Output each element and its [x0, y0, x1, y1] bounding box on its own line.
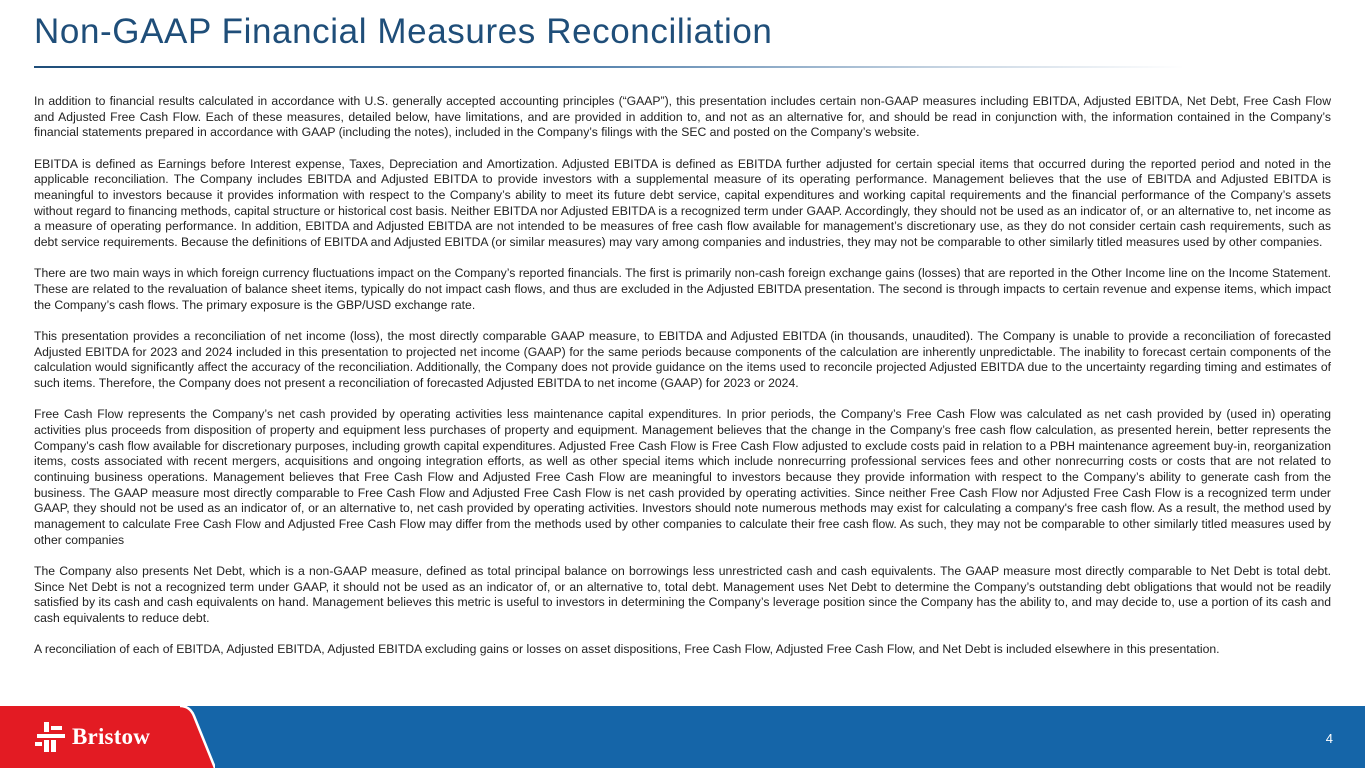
footer-bar: [0, 706, 1365, 768]
paragraph-free-cash-flow: Free Cash Flow represents the Company’s net cash provided by operating activities less maintenance capital expenditures. In prior periods, the Company’s Free Cash Flow was calculated as net cash provided by (used in) operating activities plus proceeds from disposition of property and equipment less purchases of property and equipment. Management believes that the change in the Company’s free cash flow calculation, as presented herein, better represents the Company’s cash flow available for discretionary purposes, including growth capital expenditures. Adjusted Free Cash Flow is Free Cash Flow adjusted to exclude costs paid in relation to a PBH maintenance agreement buy-in, reorganization items, costs associated with recent mergers, acquisitions and ongoing integration efforts, as well as other special items which include nonrecurring professional services fees and other nonrecurring costs or costs that are not related to continuing business operations. Management believes that Free Cash Flow and Adjusted Free Cash Flow are meaningful to investors because they provide information with respect to the Company’s ability to generate cash from the business. The GAAP measure most directly comparable to Free Cash Flow and Adjusted Free Cash Flow is net cash provided by operating activities. Since neither Free Cash Flow nor Adjusted Free Cash Flow is a recognized term under GAAP, they should not be used as an indicator of, or an alternative to, net cash provided by operating activities. Investors should note numerous methods may exist for calculating a company's free cash flow. As a result, the method used by management to calculate Free Cash Flow and Adjusted Free Cash Flow may differ from the methods used by other companies to calculate their free cash flow. As such, they may not be comparable to other similarly titled measures used by other companies: [34, 407, 1331, 547]
brand-name: Bristow: [72, 724, 151, 749]
bristow-logo: [34, 720, 150, 754]
paragraph-foreign-currency: There are two main ways in which foreign currency fluctuations impact on the Company’s reported financials. The first is primarily non-cash foreign exchange gains (losses) that are reported in the Other Income line on the Income Statement. These are related to the revaluation of balance sheet items, typically do not impact cash flows, and thus are excluded in the Adjusted EBITDA presentation. The second is through impacts to certain revenue and expense items, which impact the Company’s cash flows. The primary exposure is the GBP/USD exchange rate.: [34, 266, 1331, 312]
slide-title: Non-GAAP Financial Measures Reconciliation: [34, 12, 773, 51]
body-text: [34, 94, 1331, 674]
paragraph-net-debt: The Company also presents Net Debt, which is a non-GAAP measure, defined as total principal balance on borrowings less unrestricted cash and cash equivalents. The GAAP measure most directly comparable to Net Debt is total debt. Since Net Debt is not a recognized term under GAAP, it should not be used as an indicator of, or an alternative to, total debt. Management uses Net Debt to determine the Company’s outstanding debt obligations that would not be readily satisfied by its cash and cash equivalents on hand. Management believes this metric is useful to investors in determining the Company’s leverage position since the Company has the ability to, and may decide to, use a portion of its cash and cash equivalents to reduce debt.: [34, 564, 1331, 626]
paragraph-summary: A reconciliation of each of EBITDA, Adjusted EBITDA, Adjusted EBITDA excluding gains or losses on asset dispositions, Free Cash Flow, Adjusted Free Cash Flow, and Net Debt is included elsewhere in this presentation.: [34, 642, 1220, 657]
paragraph-ebitda: EBITDA is defined as Earnings before Interest expense, Taxes, Depreciation and Amortization. Adjusted EBITDA is defined as EBITDA further adjusted for certain special items that occurred during the reported period and noted in the applicable reconciliation. The Company includes EBITDA and Adjusted EBITDA to provide investors with a supplemental measure of its operating performance. Management believes that the use of EBITDA and Adjusted EBITDA is meaningful to investors because it provides information with respect to the Company’s ability to meet its future debt service, capital expenditures and working capital requirements and the financial performance of the Company’s assets without regard to financing methods, capital structure or historical cost basis. Neither EBITDA nor Adjusted EBITDA is a recognized term under GAAP. Accordingly, they should not be used as an indicator of, or an alternative to, net income as a measure of operating performance. In addition, EBITDA and Adjusted EBITDA are not intended to be measures of free cash flow available for management’s discretionary use, as they do not consider certain cash requirements, such as debt service requirements. Because the definitions of EBITDA and Adjusted EBITDA (or similar measures) may vary among companies and industries, they may not be comparable to other similarly titled measures used by other companies.: [34, 156, 1331, 250]
bristow-mark-icon: [34, 720, 68, 754]
paragraph-reconciliation: This presentation provides a reconciliation of net income (loss), the most directly comparable GAAP measure, to EBITDA and Adjusted EBITDA (in thousands, unaudited). The Company is unable to provide a reconciliation of forecasted Adjusted EBITDA for 2023 and 2024 included in this presentation to projected net income (GAAP) for the same periods because components of the calculation are inherently unpredictable. The inability to forecast certain components of the calculation would significantly affect the accuracy of the reconciliation. Additionally, the Company does not provide guidance on the items used to reconcile projected Adjusted EBITDA due to the uncertainty regarding timing and estimates of such items. Therefore, the Company does not present a reconciliation of forecasted Adjusted EBITDA to net income (GAAP) for 2023 or 2024.: [34, 328, 1331, 391]
title-underline: [34, 66, 1184, 68]
paragraph-intro: In addition to financial results calculated in accordance with U.S. generally accepted accounting principles (“GAAP”), this presentation includes certain non-GAAP measures including EBITDA, Adjusted EBITDA, Net Debt, Free Cash Flow and Adjusted Free Cash Flow. Each of these measures, detailed below, have limitations, and are provided in addition to, and not as an alternative for, and should be read in conjunction with, the information contained in the Company’s financial statements prepared in accordance with GAAP (including the notes), included in the Company’s filings with the SEC and posted on the Company’s website.: [34, 94, 1331, 140]
page-number: 4: [1325, 731, 1333, 746]
